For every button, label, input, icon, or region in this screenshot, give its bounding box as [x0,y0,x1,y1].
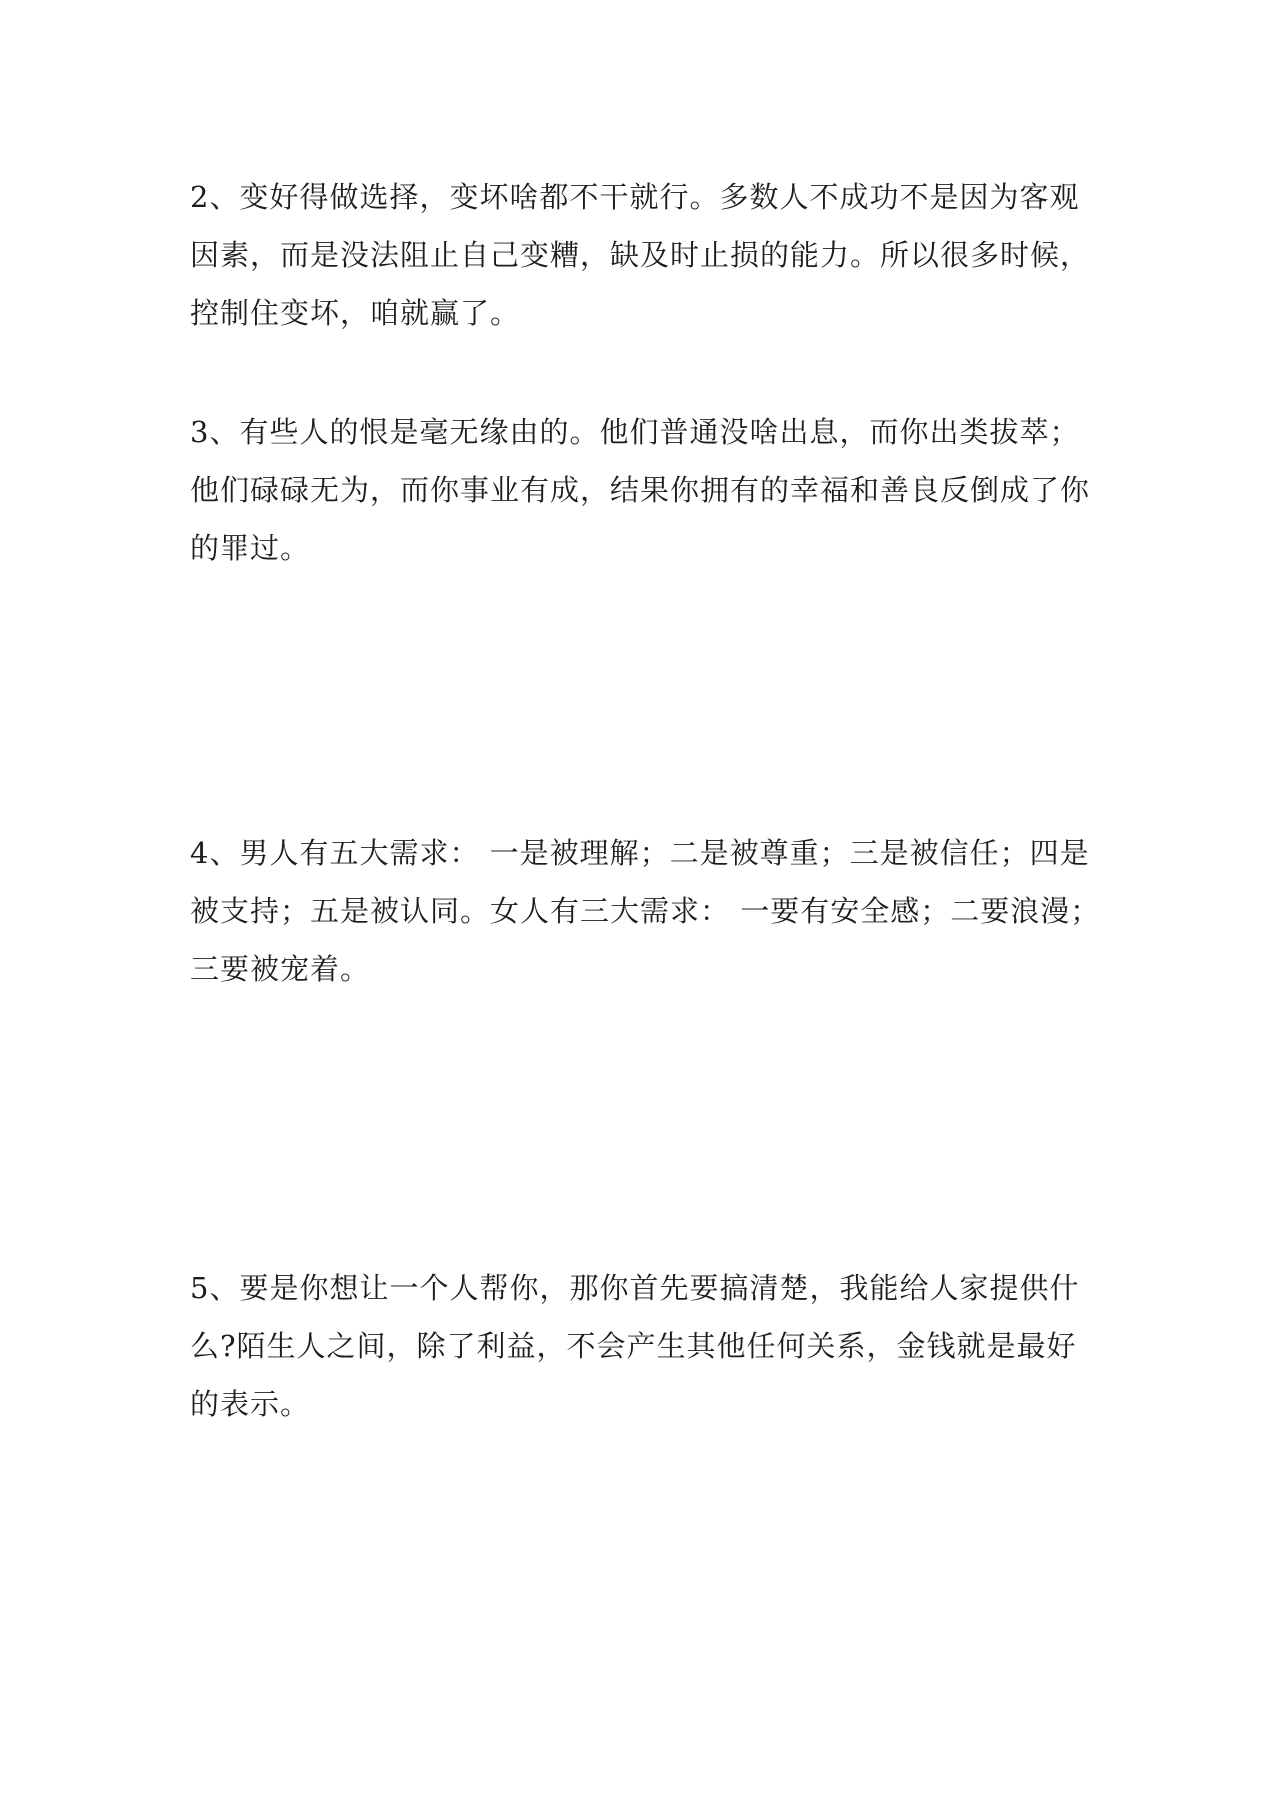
paragraph-line: 被支持；五是被认同。女人有三大需求： 一要有安全感；二要浪漫； [190,894,1101,928]
paragraph-2 [190,168,1090,342]
paragraph-line: 的罪过。 [190,531,311,565]
paragraph-line: 4、男人有五大需求： 一是被理解；二是被尊重；三是被信任；四是 [190,836,1090,870]
paragraph-line: 因素，而是没法阻止自己变糟，缺及时止损的能力。所以很多时候， [190,238,1091,272]
paragraph-4 [190,824,1101,998]
paragraph-line: 3、有些人的恨是毫无缘由的。他们普通没啥出息，而你出类拔萃； [190,415,1080,449]
paragraph-5 [190,1259,1090,1433]
paragraph-line: 5、要是你想让一个人帮你，那你首先要搞清楚，我能给人家提供什 [190,1271,1080,1305]
paragraph-line: 么?陌生人之间，除了利益，不会产生其他任何关系，金钱就是最好 [190,1329,1077,1363]
paragraph-line: 2、变好得做选择，变坏啥都不干就行。多数人不成功不是因为客观 [190,180,1080,214]
paragraph-line: 控制住变坏，咱就赢了。 [190,296,521,330]
paragraph-line: 的表示。 [190,1387,311,1421]
paragraph-3 [190,403,1090,577]
paragraph-line: 他们碌碌无为，而你事业有成，结果你拥有的幸福和善良反倒成了你 [190,473,1091,507]
paragraph-line: 三要被宠着。 [190,952,371,986]
